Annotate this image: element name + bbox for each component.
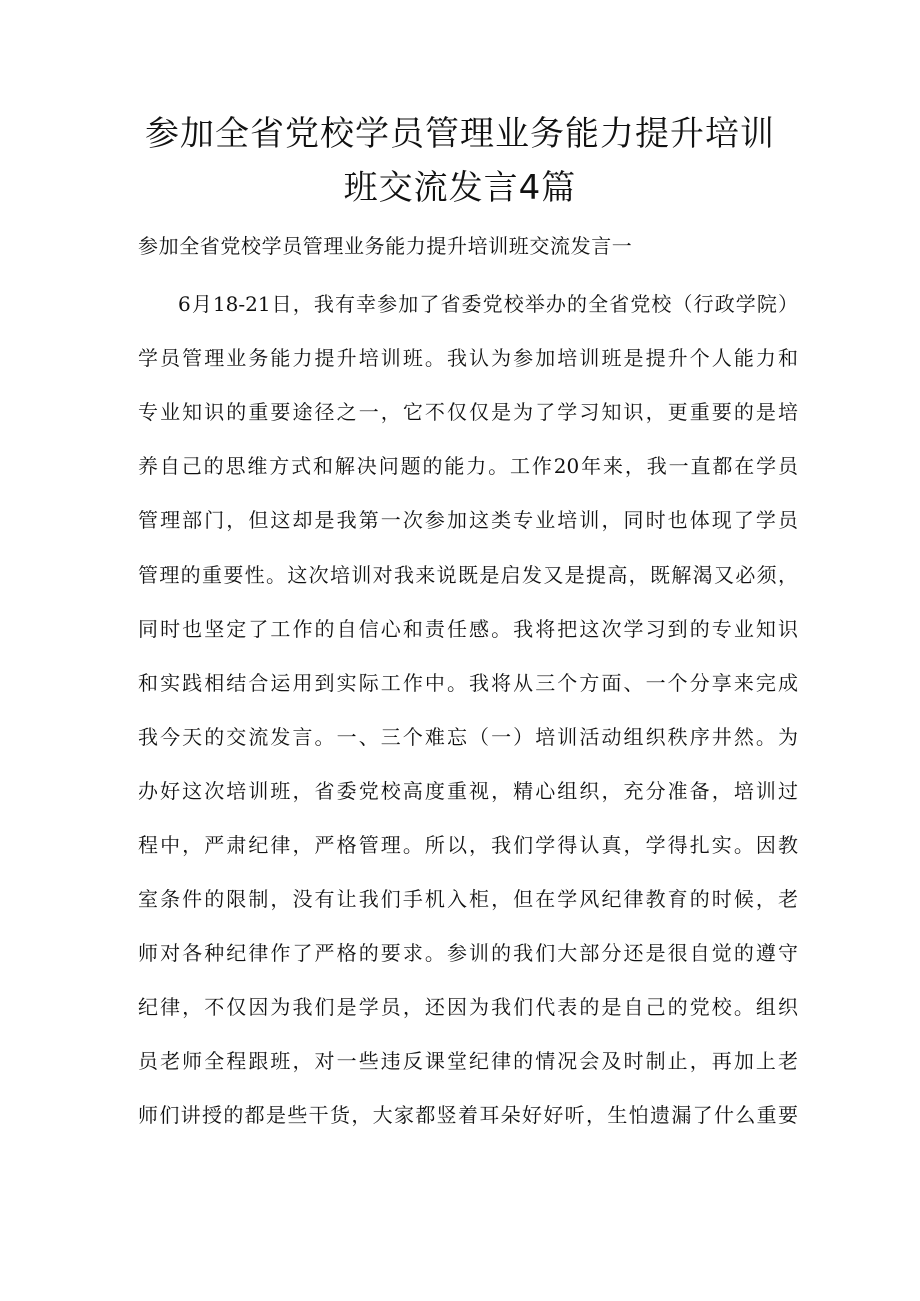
body-line: 养自己的思维方式和解决问题的能力。工作20年来，我一直都在学员 (138, 454, 798, 478)
document-title-line-1: 参加全省党校学员管理业务能力提升培训 (145, 114, 775, 154)
body-line: 学员管理业务能力提升培训班。我认为参加培训班是提升个人能力和 (138, 346, 798, 370)
body-line: 办好这次培训班，省委党校高度重视，精心组织，充分准备，培训过 (138, 779, 798, 803)
body-line: 我今天的交流发言。一、三个难忘（一）培训活动组织秩序井然。为 (138, 725, 798, 749)
body-line: 师对各种纪律作了严格的要求。参训的我们大部分还是很自觉的遵守 (138, 941, 798, 965)
body-line: 6月18-21日，我有幸参加了省委党校举办的全省党校（行政学院） (178, 292, 798, 316)
body-line: 管理的重要性。这次培训对我来说既是启发又是提高，既解渴又必须， (138, 563, 798, 587)
body-line: 员老师全程跟班，对一些违反课堂纪律的情况会及时制止，再加上老 (138, 1049, 798, 1073)
body-line: 室条件的限制，没有让我们手机入柜，但在学风纪律教育的时候，老 (138, 887, 798, 911)
body-line: 同时也坚定了工作的自信心和责任感。我将把这次学习到的专业知识 (138, 617, 798, 641)
document-title-line-2: 班交流发言4篇 (343, 168, 577, 208)
body-line: 和实践相结合运用到实际工作中。我将从三个方面、一个分享来完成 (138, 671, 798, 695)
body-line: 管理部门，但这却是我第一次参加这类专业培训，同时也体现了学员 (138, 508, 798, 532)
body-line: 纪律，不仅因为我们是学员，还因为我们代表的是自己的党校。组织 (138, 995, 798, 1019)
body-line: 师们讲授的都是些干货，大家都竖着耳朵好好听，生怕遗漏了什么重要 (138, 1103, 798, 1127)
section-heading: 参加全省党校学员管理业务能力提升培训班交流发言一 (138, 234, 633, 258)
body-line: 程中，严肃纪律，严格管理。所以，我们学得认真，学得扎实。因教 (138, 833, 798, 857)
body-line: 专业知识的重要途径之一，它不仅仅是为了学习知识，更重要的是培 (138, 400, 798, 424)
